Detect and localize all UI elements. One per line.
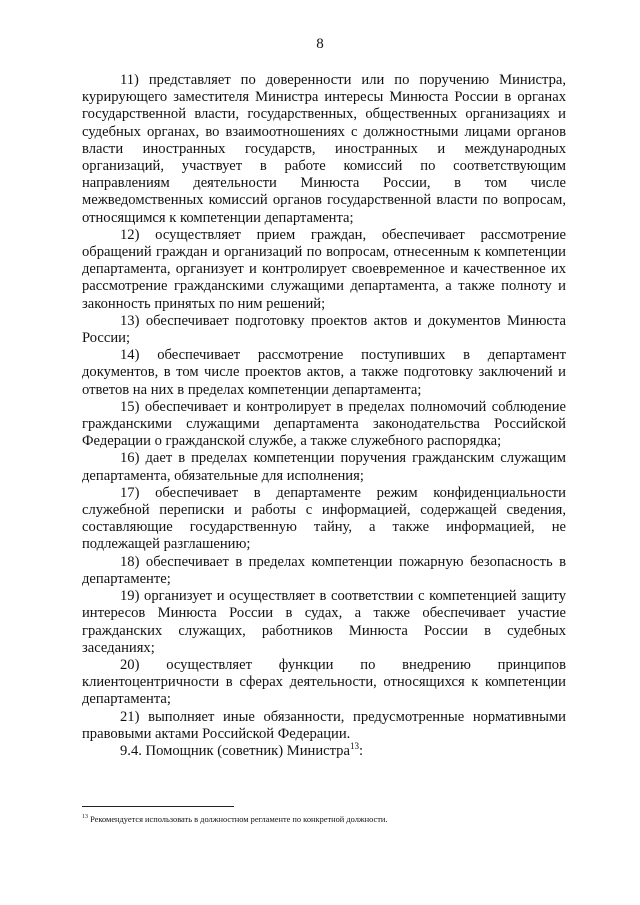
footnote-text: Рекомендуется использовать в должностном регламенте по конкретной должности. bbox=[90, 815, 388, 824]
section-heading bbox=[82, 743, 566, 760]
list-item: 18) обеспечивает в пределах компетенции пожарную безопасность в департаменте; bbox=[82, 553, 566, 587]
footnote-divider bbox=[82, 806, 234, 807]
list-item: 15) обеспечивает и контролирует в пределах полномочий соблюдение гражданскими служащими департамента законодательства Российской Федерации о гражданской службе, а также служебного распорядка; bbox=[82, 398, 566, 450]
list-item: 21) выполняет иные обязанности, предусмотренные нормативными правовыми актами Российской Федерации. bbox=[82, 708, 566, 742]
footnote-reference[interactable]: 13 bbox=[349, 741, 359, 752]
footnote-marker: 13 bbox=[82, 814, 88, 821]
document-body bbox=[82, 72, 566, 760]
list-item: 20) осуществляет функции по внедрению принципов клиентоцентричности в сферах деятельности, относящихся к компетенции департамента; bbox=[82, 656, 566, 708]
list-item: 12) осуществляет прием граждан, обеспечивает рассмотрение обращений граждан и организаций по вопросам, отнесенным к компетенции департамента, организует и контролирует своевременное и качественное их рассмотрение гражданскими служащими департамента, а также полноту и законность принятых по ним решений; bbox=[82, 226, 566, 312]
list-item: 19) организует и осуществляет в соответствии с компетенцией защиту интересов Минюста России в судах, а также обеспечивает участие гражданских служащих, работников Минюста России в судебных заседаниях; bbox=[82, 588, 566, 656]
page-number: 8 bbox=[316, 36, 324, 52]
list-item: 14) обеспечивает рассмотрение поступивших в департамент документов, в том числе проектов актов, а также подготовку заключений и ответов на них в пределах компетенции департамента; bbox=[82, 347, 566, 398]
list-item: 11) представляет по доверенности или по поручению Министра, курирующего заместителя Министра интересы Минюста России в органах государственной власти, государственных, общественных организациях и судебных органах, во взаимоотношениях с должностными лицами органов власти иностранных государств, иностранных и международных организаций, участвует в работе комиссий по соответствующим направлениям деятельности Минюста России, в том числе межведомственных комиссий органов государственной власти по вопросам, относящимся к компетенции департамента; bbox=[82, 72, 566, 226]
list-item: 13) обеспечивает подготовку проектов актов и документов Минюста России; bbox=[82, 312, 566, 347]
section-heading-text: 9.4. Помощник (советник) Министра bbox=[120, 742, 350, 759]
list-item: 17) обеспечивает в департаменте режим конфиденциальности служебной переписки и работы с информацией, содержащей сведения, составляющие государственную тайну, а также информацией, не подлежащей разглашению; bbox=[82, 484, 566, 553]
footnote bbox=[82, 814, 566, 825]
section-heading-suffix: : bbox=[358, 742, 364, 759]
list-item: 16) дает в пределах компетенции поручения гражданским служащим департамента, обязательные для исполнения; bbox=[82, 450, 566, 484]
